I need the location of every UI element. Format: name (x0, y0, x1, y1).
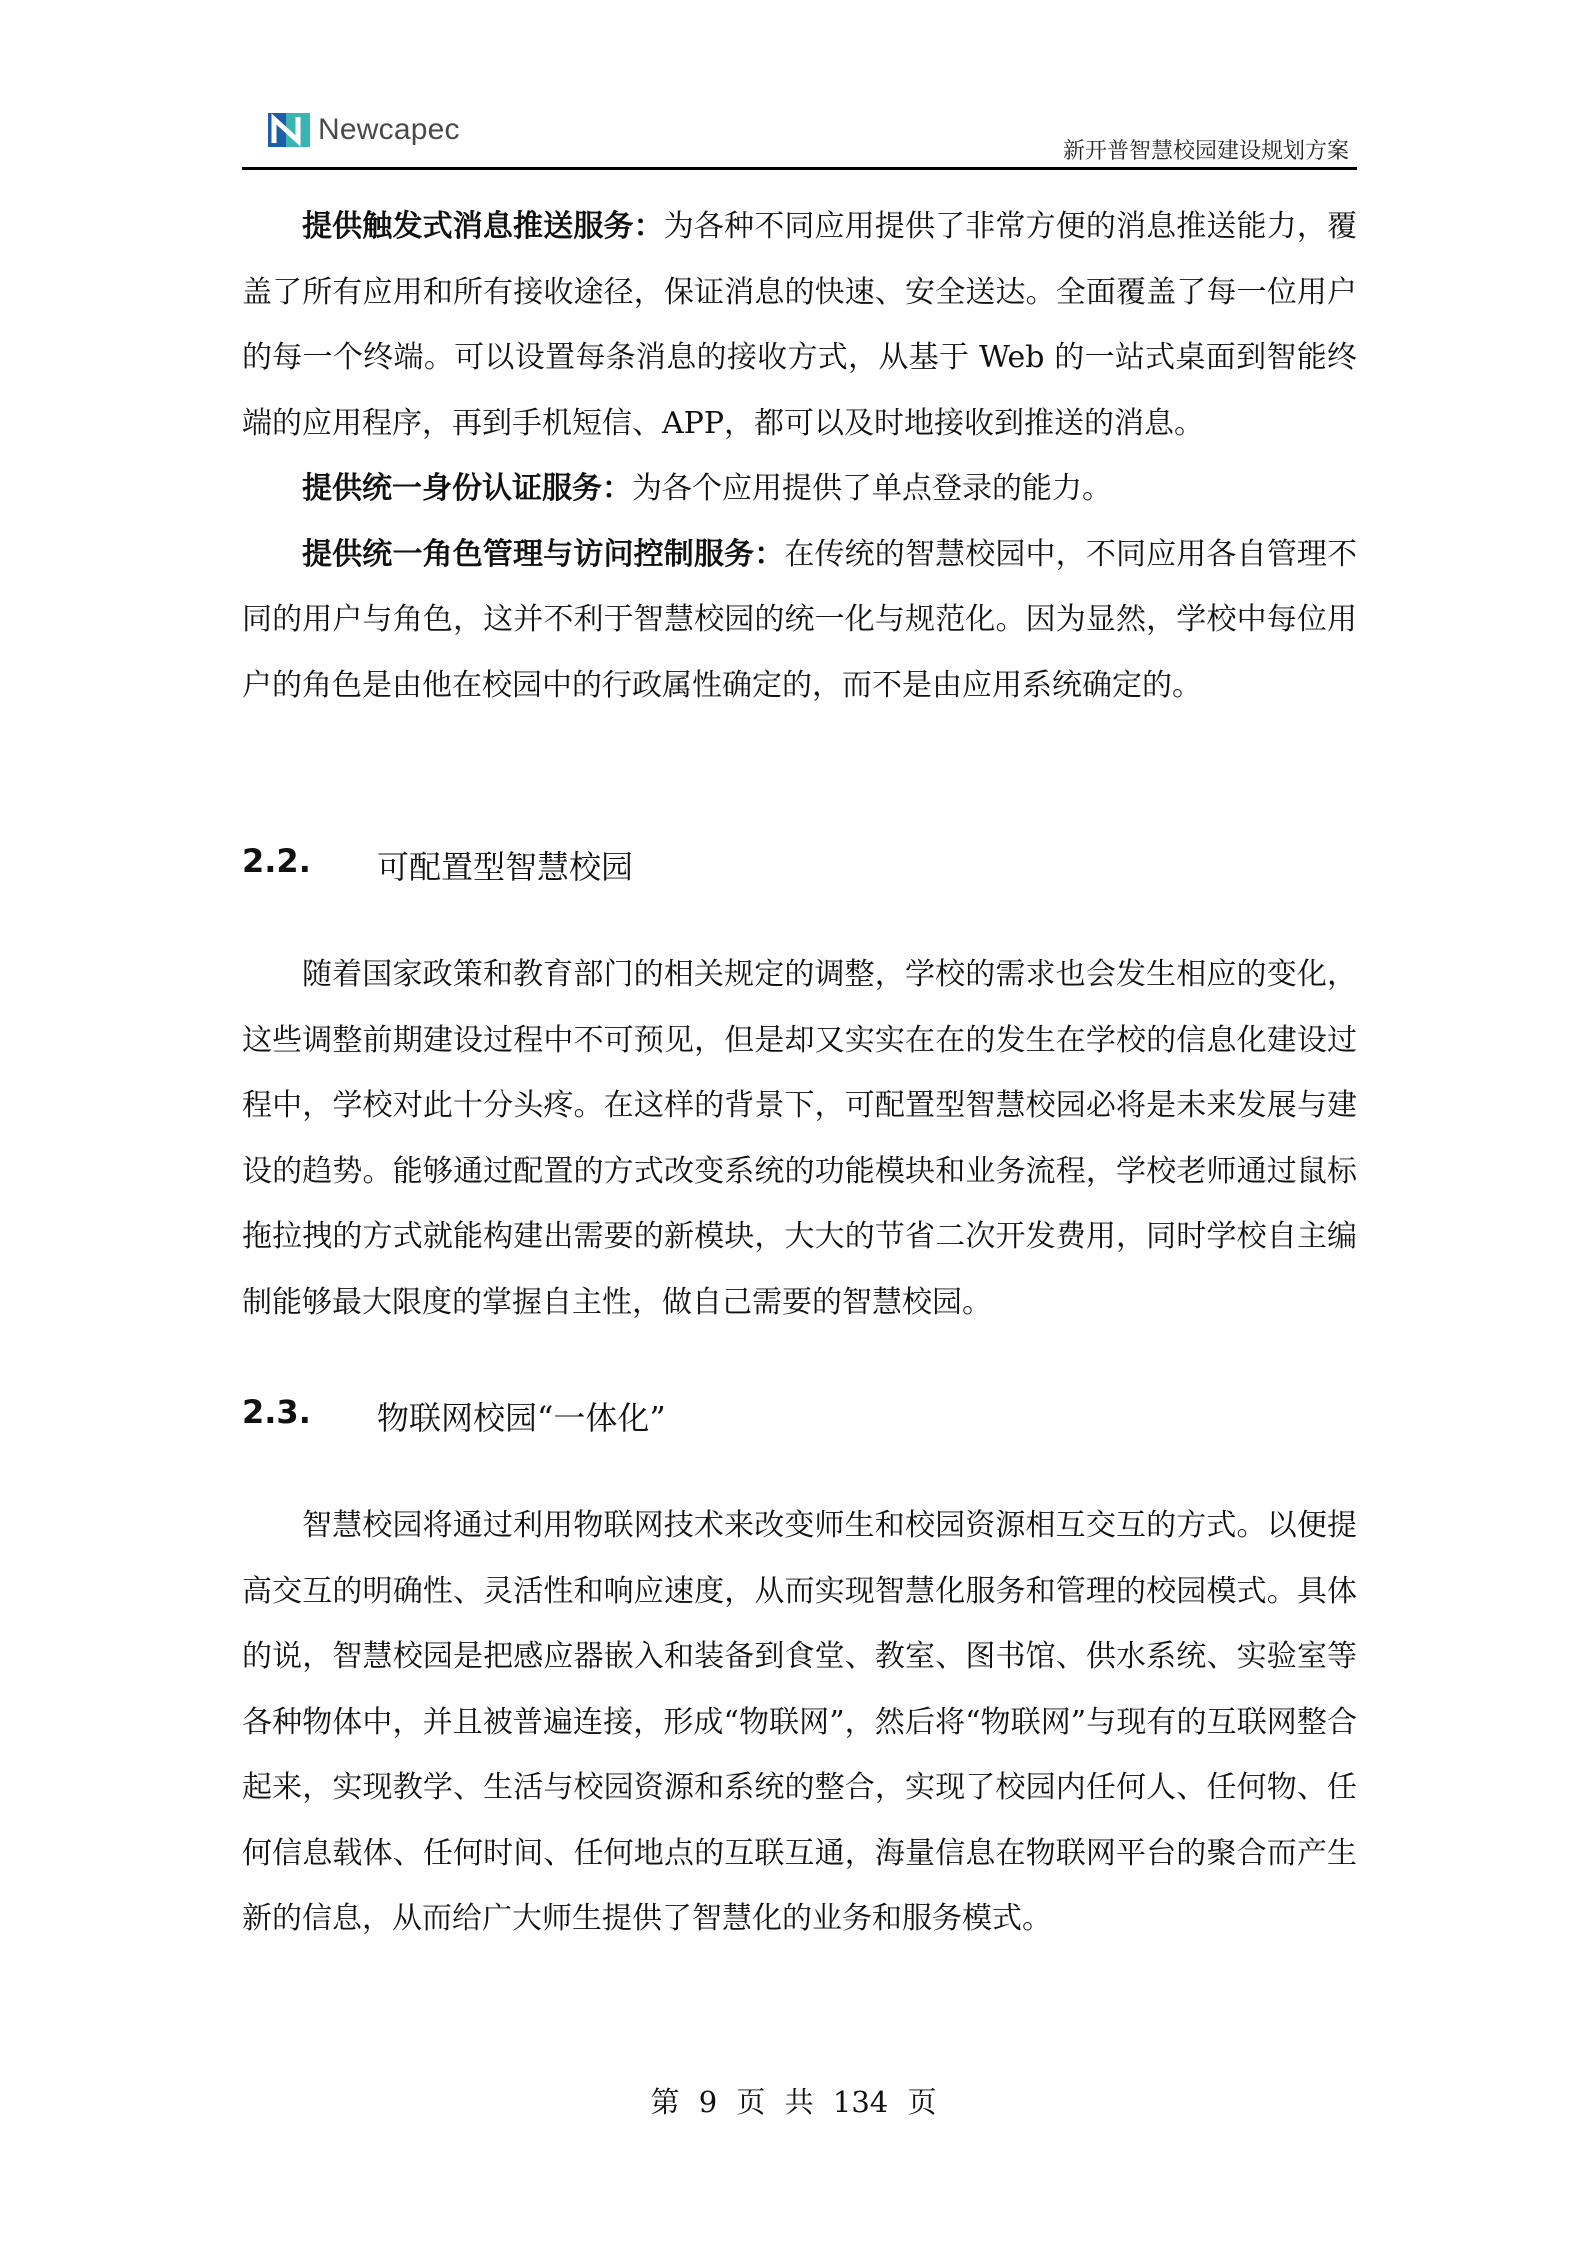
paragraph (242, 522, 1357, 719)
header-divider (242, 167, 1357, 170)
section-2-3-body (242, 1493, 1357, 1952)
page-number: 第 9 页 共 134 页 (650, 2085, 937, 2119)
section-heading-2-2 (242, 842, 633, 888)
document-title: 新开普智慧校园建设规划方案 (1062, 139, 1349, 164)
logo-text: Newcapec (318, 113, 460, 146)
paragraph: 随着国家政策和教育部门的相关规定的调整，学校的需求也会发生相应的变化，这些调整前期建设过程中不可预见，但是却又实实在在的发生在学校的信息化建设过程中，学校对此十分头疼。在这样的背景下，可配置型智慧校园必将是未来发展与建设的趋势。能够通过配置的方式改变系统的功能模块和业务流程，学校老师通过鼠标拖拉拽的方式就能构建出需要的新模块，大大的节省二次开发费用，同时学校自主编制能够最大限度的掌握自主性，做自己需要的智慧校园。 (242, 957, 1357, 1320)
section-title: 物联网校园“一体化” (377, 1399, 666, 1437)
paragraph-lead: 提供统一角色管理与访问控制服务： (302, 536, 785, 572)
newcapec-logo (268, 113, 460, 147)
paragraph-text: 为各个应用提供了单点登录的能力。 (632, 471, 1112, 506)
section-2-2-body (242, 942, 1357, 1335)
intro-section (242, 194, 1357, 718)
paragraph-text: 为各种不同应用提供了非常方便的消息推送能力，覆盖了所有应用和所有接收途径，保证消息的快速、安全送达。全面覆盖了每一位用户的每一个终端。可以设置每条消息的接收方式，从基于 Web 的一站式桌面到智能终端的应用程序，再到手机短信、APP，都可以及时地接收到推送的消息。 (242, 209, 1358, 441)
section-heading-2-3 (242, 1393, 666, 1439)
section-number: 2.2. (242, 842, 311, 880)
paragraph (242, 456, 1357, 522)
section-title: 可配置型智慧校园 (377, 848, 634, 886)
paragraph: 智慧校园将通过利用物联网技术来改变师生和校园资源相互交互的方式。以便提高交互的明确性、灵活性和响应速度，从而实现智慧化服务和管理的校园模式。具体的说，智慧校园是把感应器嵌入和装备到食堂、教室、图书馆、供水系统、实验室等各种物体中，并且被普遍连接，形成“物联网”，然后将“物联网”与现有的互联网整合起来，实现教学、生活与校园资源和系统的整合，实现了校园内任何人、任何物、任何信息载体、任何时间、任何地点的互联互通，海量信息在物联网平台的聚合而产生新的信息，从而给广大师生提供了智慧化的业务和服务模式。 (242, 1508, 1357, 1936)
paragraph-lead: 提供统一身份认证服务： (302, 471, 632, 506)
section-number: 2.3. (242, 1393, 311, 1431)
paragraph (242, 194, 1357, 456)
paragraph-text: 在传统的智慧校园中，不同应用各自管理不同的用户与角色，这并不利于智慧校园的统一化与规范化。因为显然，学校中每位用户的角色是由他在校园中的行政属性确定的，而不是由应用系统确定的。 (242, 536, 1358, 703)
paragraph-lead: 提供触发式消息推送服务： (302, 209, 664, 244)
logo-mark-icon (268, 113, 310, 147)
